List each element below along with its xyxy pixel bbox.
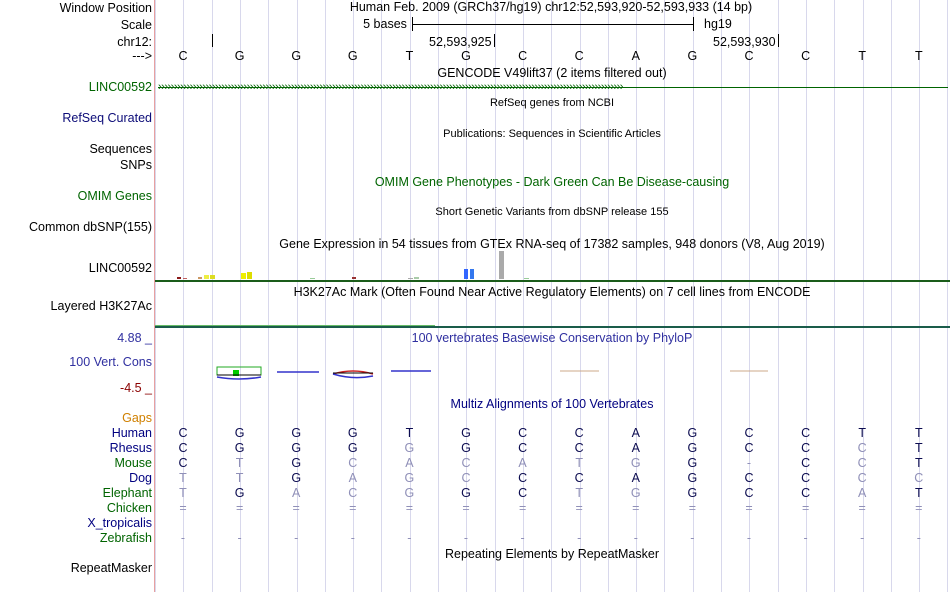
alignment-base: = <box>801 501 810 515</box>
species-label[interactable]: X_tropicalis <box>87 516 152 530</box>
alignment-base: G <box>234 486 245 500</box>
reference-base: G <box>347 49 358 63</box>
alignment-base: C <box>178 441 188 455</box>
alignment-base: T <box>235 456 244 470</box>
alignment-base: G <box>630 456 641 470</box>
phylop-track-title: 100 vertebrates Basewise Conservation by PhyloP <box>411 331 693 345</box>
alignment-base: T <box>235 471 244 485</box>
track-label-sequences[interactable]: Sequences <box>89 142 152 156</box>
track-label-cons[interactable]: 100 Vert. Cons <box>69 355 152 369</box>
alignment-base: G <box>404 441 415 455</box>
alignment-base: C <box>744 486 754 500</box>
alignment-base: T <box>575 456 583 470</box>
alignment-base: T <box>914 486 923 500</box>
alignment-base: T <box>179 471 187 485</box>
alignment-base: A <box>405 456 414 470</box>
publications-track-title: Publications: Sequences in Scientific Articles <box>443 128 661 140</box>
alignment-base: G <box>461 486 471 500</box>
reference-base: C <box>178 49 188 63</box>
alignment-base: T <box>914 441 923 455</box>
scale-text: 5 bases <box>363 17 407 31</box>
alignment-base: C <box>348 456 358 470</box>
multiz-track-title: Multiz Alignments of 100 Vertebrates <box>450 397 654 411</box>
reference-base: C <box>801 49 811 63</box>
alignment-base: G <box>404 486 415 500</box>
alignment-base: G <box>291 441 302 455</box>
reference-base: C <box>574 49 584 63</box>
alignment-base: C <box>857 441 867 455</box>
ruler-tick-1 <box>212 34 213 47</box>
conservation-glyphs[interactable] <box>155 364 950 384</box>
dbsnp-track-title: Short Genetic Variants from dbSNP release 155 <box>435 206 669 218</box>
alignment-base: G <box>234 426 245 440</box>
alignment-base: = <box>632 501 640 515</box>
ruler-coord-1: 52,593,925 <box>429 35 492 49</box>
alignment-base: = <box>405 501 414 515</box>
reference-base: G <box>234 49 245 63</box>
alignment-base: G <box>461 441 471 455</box>
track-label-h3k27ac[interactable]: Layered H3K27Ac <box>50 299 152 313</box>
alignment-base: A <box>292 486 301 500</box>
alignment-base: A <box>631 426 640 440</box>
scale-bar <box>412 24 694 25</box>
alignment-base: G <box>687 441 698 455</box>
species-label[interactable]: Rhesus <box>109 441 152 455</box>
track-label-dbsnp[interactable]: Common dbSNP(155) <box>29 220 152 234</box>
alignment-base: G <box>234 441 245 455</box>
linc00592-gene-feature[interactable]: ››››››››››››››››››››››››››››››››››››››››››››››››››››››››››››››››››››››››››››››››››››››››››››››››››››››››››››››››››››››››››››››››››››››››››››››››››› <box>158 81 623 93</box>
alignment-base: = <box>575 501 583 515</box>
alignment-base: - <box>633 531 638 545</box>
alignment-base: G <box>687 486 698 500</box>
track-label-refseq[interactable]: RefSeq Curated <box>62 111 152 125</box>
alignment-base: T <box>858 426 866 440</box>
reference-base: G <box>291 49 302 63</box>
reference-base: C <box>518 49 528 63</box>
cons-max-label: 4.88 _ <box>117 331 152 345</box>
species-label[interactable]: Mouse <box>114 456 152 470</box>
alignment-base: T <box>914 456 923 470</box>
reference-base: G <box>687 49 698 63</box>
alignment-base: C <box>744 426 754 440</box>
alignment-base: - <box>237 531 242 545</box>
ruler-coord-2: 52,593,930 <box>713 35 776 49</box>
alignment-base: A <box>631 441 640 455</box>
ruler-tick-3 <box>778 34 779 47</box>
track-label-gtex-linc00592[interactable]: LINC00592 <box>88 261 152 275</box>
reference-base: T <box>405 49 414 63</box>
species-label[interactable]: Elephant <box>102 486 152 500</box>
track-label-linc00592[interactable]: LINC00592 <box>88 80 152 94</box>
alignment-base: G <box>630 486 641 500</box>
alignment-base: A <box>631 471 640 485</box>
chrom-label: chr12: <box>117 35 152 49</box>
alignment-base: T <box>405 426 414 440</box>
track-label-omim[interactable]: OMIM Genes <box>77 189 152 203</box>
reference-base: T <box>914 49 923 63</box>
alignment-base: - <box>294 531 299 545</box>
alignment-base: C <box>801 441 811 455</box>
track-label-snps[interactable]: SNPs <box>120 158 152 172</box>
h3k27ac-track-title: H3K27Ac Mark (Often Found Near Active Regulatory Elements) on 7 cell lines from ENCODE <box>293 285 811 299</box>
alignment-base: G <box>687 426 698 440</box>
alignment-base: G <box>404 471 415 485</box>
alignment-base: = <box>858 501 866 515</box>
alignment-base: C <box>914 471 924 485</box>
alignment-base: C <box>744 441 754 455</box>
alignment-base: C <box>857 456 867 470</box>
species-label[interactable]: Dog <box>129 471 152 485</box>
alignment-base: C <box>518 441 528 455</box>
assembly-text: hg19 <box>704 17 732 31</box>
reference-base: G <box>461 49 471 63</box>
alignment-base: = <box>292 501 300 515</box>
alignment-base: C <box>801 486 811 500</box>
scale-bar-right-tick <box>693 17 694 31</box>
alignment-base: - <box>860 531 865 545</box>
strand-arrow-label: ---> <box>132 49 152 63</box>
track-label-gaps[interactable]: Gaps <box>122 411 152 425</box>
alignment-base: - <box>463 531 469 545</box>
alignment-base: G <box>687 471 698 485</box>
scale-bar-left-tick <box>412 17 413 31</box>
gtex-baseline <box>155 280 950 282</box>
h3k27ac-baseline <box>155 326 950 328</box>
alignment-base: - <box>350 531 355 545</box>
alignment-base: = <box>745 501 753 515</box>
species-label[interactable]: Zebrafish <box>99 531 152 545</box>
species-label[interactable]: Human <box>111 426 152 440</box>
reference-base: A <box>631 49 640 63</box>
alignment-base: G <box>347 441 358 455</box>
alignment-base: C <box>461 471 471 485</box>
alignment-base: A <box>348 471 357 485</box>
h3k27ac-signal <box>155 325 435 326</box>
alignment-base: C <box>518 486 528 500</box>
alignment-base: C <box>518 426 528 440</box>
alignment-base: - <box>407 531 412 545</box>
linc00592-gene-line <box>158 87 948 88</box>
alignment-base: = <box>235 501 244 515</box>
alignment-base: - <box>577 531 582 545</box>
alignment-base: - <box>690 531 695 545</box>
species-label[interactable]: Chicken <box>106 501 152 515</box>
alignment-base: G <box>291 471 302 485</box>
alignment-base: = <box>349 501 357 515</box>
alignment-base: G <box>347 426 358 440</box>
alignment-base: = <box>462 501 470 515</box>
alignment-base: G <box>291 426 302 440</box>
alignment-base: A <box>518 456 527 470</box>
alignment-base: - <box>520 531 525 545</box>
alignment-base: = <box>688 501 697 515</box>
track-label-repeatmasker[interactable]: RepeatMasker <box>70 561 152 575</box>
omim-track-title: OMIM Gene Phenotypes - Dark Green Can Be Disease-causing <box>374 175 730 189</box>
refseq-track-title: RefSeq genes from NCBI <box>489 97 615 109</box>
alignment-base: = <box>915 501 923 515</box>
alignment-base: - <box>746 456 752 470</box>
alignment-base: C <box>178 456 188 470</box>
alignment-base: C <box>574 471 584 485</box>
alignment-base: T <box>575 486 583 500</box>
alignment-base: = <box>518 501 527 515</box>
ruler-tick-2 <box>494 34 495 47</box>
alignment-base: G <box>461 426 471 440</box>
alignment-base: - <box>746 531 752 545</box>
gencode-track-title: GENCODE V49lift37 (2 items filtered out) <box>437 66 667 80</box>
alignment-base: C <box>801 471 811 485</box>
alignment-base: T <box>914 426 923 440</box>
alignment-base: = <box>179 501 187 515</box>
reference-base: T <box>858 49 866 63</box>
alignment-base: C <box>801 426 811 440</box>
alignment-base: C <box>801 456 811 470</box>
alignment-base: C <box>744 471 754 485</box>
alignment-base: C <box>178 426 188 440</box>
alignment-base: C <box>461 456 471 470</box>
alignment-base: - <box>180 531 186 545</box>
alignment-base: C <box>348 486 358 500</box>
gtex-track-title: Gene Expression in 54 tissues from GTEx RNA-seq of 17382 samples, 948 donors (V8, Aug 2019) <box>279 237 825 251</box>
scale-label: Scale <box>120 18 152 32</box>
alignment-base: - <box>803 531 808 545</box>
alignment-base: G <box>687 456 698 470</box>
alignment-base: G <box>291 456 302 470</box>
alignment-base: C <box>574 426 584 440</box>
alignment-base: - <box>916 531 921 545</box>
gtex-expression-bars[interactable] <box>155 250 950 281</box>
alignment-base: C <box>574 441 584 455</box>
alignment-base: C <box>518 471 528 485</box>
window-position-label: Window Position <box>59 1 152 15</box>
alignment-base: T <box>179 486 187 500</box>
cons-min-label: -4.5 _ <box>120 381 152 395</box>
repeatmasker-track-title: Repeating Elements by RepeatMasker <box>444 547 660 561</box>
window-position-text: Human Feb. 2009 (GRCh37/hg19) chr12:52,593,920-52,593,933 (14 bp) <box>349 0 753 14</box>
reference-base: C <box>744 49 754 63</box>
alignment-base: C <box>857 471 867 485</box>
alignment-base: A <box>858 486 867 500</box>
